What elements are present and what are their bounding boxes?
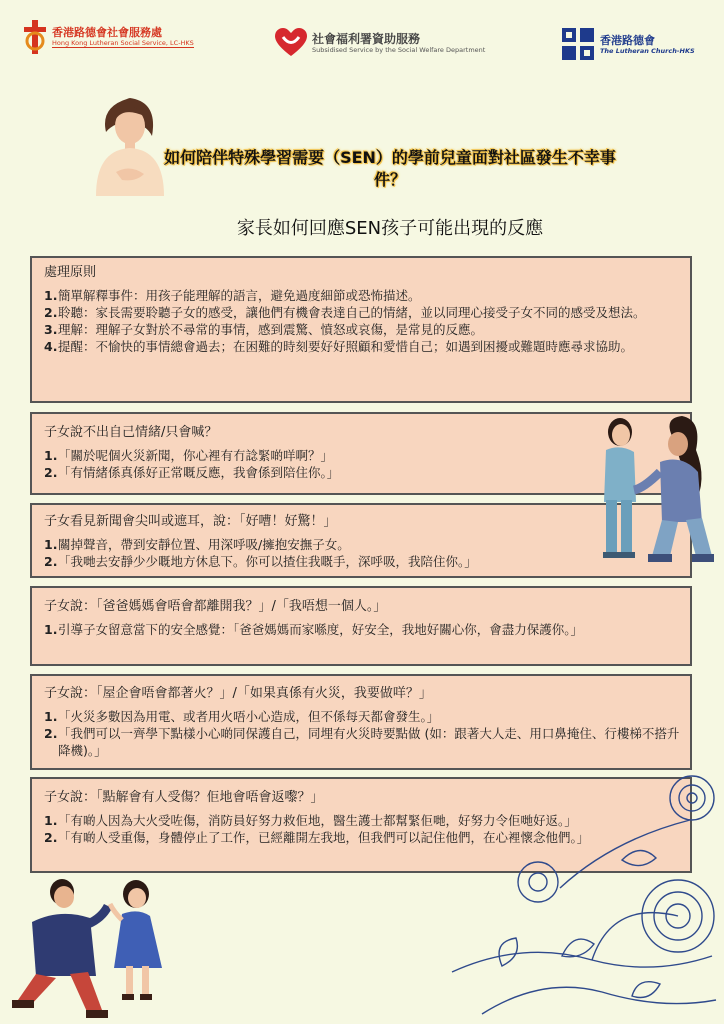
- list-item: [44, 708, 680, 725]
- lutheran-cross-icon: [22, 20, 48, 54]
- list-item: [44, 338, 680, 355]
- item-number: 1.: [44, 288, 58, 303]
- section-heading: 處理原則: [44, 265, 97, 280]
- hkls-name-zh: 香港路德會社會服務處: [52, 26, 162, 39]
- swd-name-en: Subsidised Service by the Social Welfare Department: [312, 45, 486, 54]
- floral-decoration-illustration: [442, 770, 724, 1024]
- hkls-logo: [22, 20, 194, 54]
- item-text: 「我們可以一齊學下點樣小心啲同保護自己，同埋有火災時要點做 (如：跟著大人走、用口鼻掩住、行樓梯不搭升降機)。」: [58, 726, 680, 758]
- item-text: 關掉聲音，帶到安靜位置、用深呼吸/擁抱安撫子女。: [58, 537, 350, 552]
- section-heading: 子女看見新聞會尖叫或遮耳，說：「好嘈！好驚！」: [44, 514, 337, 529]
- item-text: 「我哋去安靜少少嘅地方休息下。你可以揸住我嘅手，深呼吸，我陪住你。」: [58, 554, 477, 569]
- item-text: 理解：理解子女對於不尋常的事情，感到震驚、憤怒或哀傷，是常見的反應。: [58, 322, 484, 337]
- page-subtitle: 家長如何回應SEN孩子可能出現的反應: [236, 218, 544, 239]
- item-text: 「有啲人受重傷，身體停止了工作，已經離開左我地，但我們可以記住他們，在心裡懷念他們。」: [58, 830, 590, 845]
- separation-box: [30, 586, 692, 666]
- church-name-en: The Lutheran Church-HKS: [600, 46, 695, 55]
- section-heading: 子女說：「點解會有人受傷？佢地會唔會返嚟？」: [44, 790, 324, 805]
- item-number: 1.: [44, 622, 58, 637]
- item-text: 「關於呢個火災新聞，你心裡有冇諗緊啲咩啊？」: [58, 448, 334, 463]
- page-title: 如何陪伴特殊學習需要（SEN）的學前兒童面對社區發生不幸事件？: [164, 148, 616, 189]
- item-number: 1.: [44, 448, 58, 463]
- list-item: [44, 725, 680, 759]
- list-item: [44, 621, 680, 638]
- item-text: 「有情緒係真係好正常嘅反應，我會係到陪住你。」: [58, 465, 340, 480]
- section-heading: 子女說不出自己情緒/只會喊？: [44, 425, 218, 440]
- item-number: 4.: [44, 339, 58, 354]
- item-number: 3.: [44, 322, 58, 337]
- item-number: 1.: [44, 709, 58, 724]
- list-item: [44, 464, 680, 481]
- item-number: 1.: [44, 813, 58, 828]
- item-text: 簡單解釋事件：用孩子能理解的語言，避免過度細節或恐怖描述。: [58, 288, 421, 303]
- church-cross-icon: [562, 28, 596, 60]
- heart-icon: [274, 28, 308, 58]
- item-number: 2.: [44, 726, 58, 741]
- list-item: [44, 553, 680, 570]
- hkls-name-en: Hong Kong Lutheran Social Service, LC-HKS: [52, 39, 194, 47]
- item-text: 聆聽：家長需要聆聽子女的感受，讓他們有機會表達自己的情緒，並以同理心接受子女不同的感受及想法。: [58, 305, 646, 320]
- swd-logo: [274, 28, 485, 58]
- item-number: 2.: [44, 830, 58, 845]
- list-item: [44, 304, 680, 321]
- section-heading: 子女說：「屋企會唔會都著火？」/「如果真係有火災，我要做咩？」: [44, 686, 432, 701]
- girl-and-mother-illustration: [590, 410, 714, 570]
- list-item: [44, 536, 680, 553]
- fire-safety-box: [30, 674, 692, 770]
- section-heading: 子女說：「爸爸媽媽會唔會都離開我？」/「我唔想一個人。」: [44, 599, 387, 614]
- item-text: 「有啲人因為大火受咗傷，消防員好努力救佢地，醫生護士都幫緊佢哋，好努力令佢哋好返。」: [58, 813, 577, 828]
- list-item: [44, 321, 680, 338]
- principles-box: [30, 256, 692, 403]
- item-number: 1.: [44, 537, 58, 552]
- church-name-zh: 香港路德會: [600, 33, 655, 47]
- swd-name-zh: 社會福利署資助服務: [312, 31, 421, 46]
- item-number: 2.: [44, 305, 58, 320]
- item-number: 2.: [44, 554, 58, 569]
- item-text: 提醒：不愉快的事情總會過去；在困難的時刻要好好照顧和愛惜自己；如遇到困擾或難題時應尋求協助。: [58, 339, 634, 354]
- list-item: [44, 287, 680, 304]
- item-text: 引導子女留意當下的安全感覺：「爸爸媽媽而家喺度，好安全，我地好關心你，會盡力保護你。」: [58, 622, 584, 637]
- church-logo: [562, 28, 695, 60]
- item-number: 2.: [44, 465, 58, 480]
- list-item: [44, 447, 680, 464]
- father-and-daughter-illustration: [10, 872, 170, 1020]
- item-text: 「火災多數因為用電、或者用火唔小心造成，但不係每天都會發生。」: [58, 709, 440, 724]
